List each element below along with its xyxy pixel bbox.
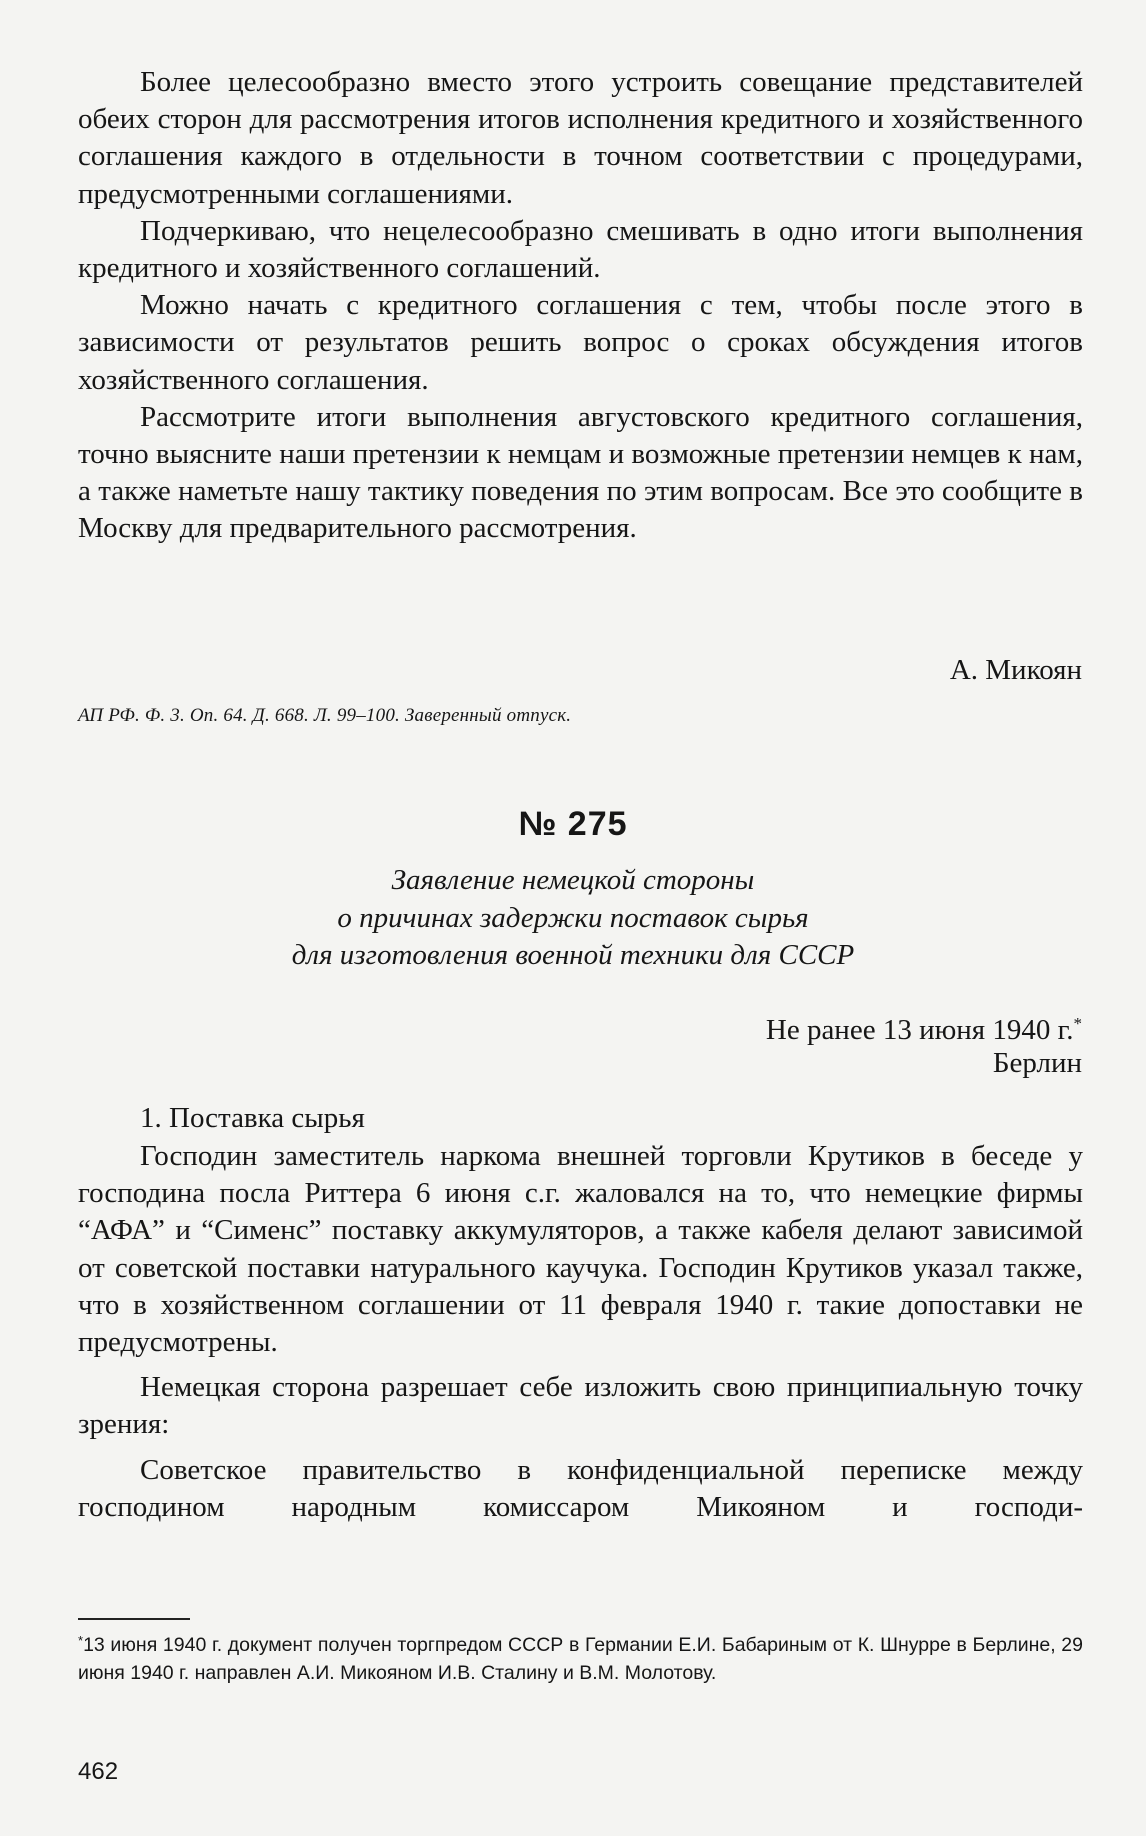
body-text-block	[78, 1138, 1083, 1526]
page-number: 462	[78, 1758, 119, 1785]
paragraph: Более целесообразно вместо этого устроить совещание представителей обеих сторон для рассмотрения итогов исполнения кредитного и хозяйственного соглашения каждого в отдельности в точном соответствии с процедурами, предусмотренными соглашениями.	[78, 66, 1083, 210]
document-date-text: Не ранее 13 июня 1940 г.	[765, 1014, 1074, 1046]
footnote-marker: *	[78, 1633, 84, 1648]
document-title	[0, 862, 1146, 975]
paragraph: Немецкая сторона разрешает себе изложить свою принципиальную точку зрения:	[78, 1371, 1083, 1441]
paragraph: Можно начать с кредитного соглашения с тем, чтобы после этого в зависимости от результатов решить вопрос о сроках обсуждения итогов хозяйственного соглашения.	[78, 289, 1083, 396]
document-number: № 275	[518, 805, 628, 843]
document-title-line: о причинах задержки поставок сырья	[337, 901, 809, 934]
section-heading: 1. Поставка сырья	[140, 1102, 365, 1134]
document-date	[766, 1006, 1082, 1048]
footnote-reference-marker: *	[1073, 1014, 1082, 1033]
paragraph: Рассмотрите итоги выполнения августовского кредитного соглашения, точно выясните наши претензии к немцам и возможные претензии немцев к нам, а также наметьте нашу тактику поведения по этим вопросам. Все это сообщите в Москву для предварительного рассмотрения.	[78, 400, 1083, 545]
archive-reference: АП РФ. Ф. 3. Оп. 64. Д. 668. Л. 99–100. Заверенный отпуск.	[78, 705, 572, 726]
top-text-block	[78, 64, 1083, 548]
document-place: Берлин	[992, 1047, 1082, 1079]
paragraph: Господин заместитель наркома внешней торговли Крутиков в беседе у господина посла Риттера 6 июня с.г. жаловался на то, что немецкие фирмы “АФА” и “Сименс” поставку аккумуляторов, а также кабеля делают зависимой от советской поставки натурального каучука. Господин Крутиков указал также, что в хозяйственном соглашении от 11 февраля 1940 г. такие допоставки не предусмотрены.	[78, 1140, 1083, 1359]
footnote	[78, 1627, 1083, 1687]
footnote-text: 13 июня 1940 г. документ получен торгпредом СССР в Германии Е.И. Бабариным от К. Шнурре в Берлине, 29 июня 1940 г. направлен А.И. Микояном И.В. Сталину и В.М. Молотову.	[78, 1634, 1083, 1684]
footnote-divider	[78, 1618, 190, 1620]
document-title-line: для изготовления военной техники для СССР	[291, 939, 855, 971]
signature: А. Микоян	[949, 654, 1082, 686]
document-title-line: Заявление немецкой стороны	[391, 864, 755, 896]
paragraph: Советское правительство в конфиденциальной переписке между господином народным комиссаром Микояном и господи-	[78, 1453, 1083, 1523]
paragraph: Подчеркиваю, что нецелесообразно смешивать в одно итоги выполнения кредитного и хозяйственного соглашений.	[78, 214, 1083, 285]
